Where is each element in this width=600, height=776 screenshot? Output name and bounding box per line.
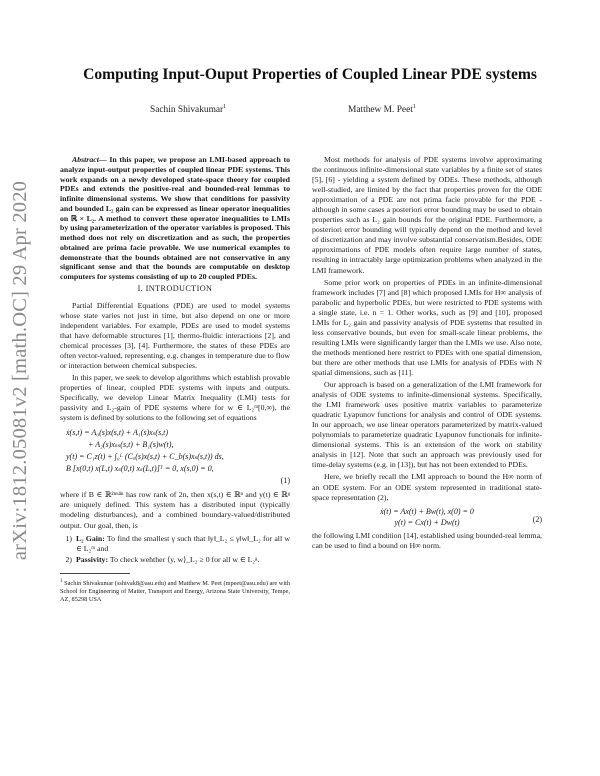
abstract [60,155,290,282]
goal-2-label: Passivity: [76,554,109,564]
goal-2-text [76,555,259,565]
right-paragraph-1: Most methods for analysis of PDE systems involve approximating the continuous infinite-dimensional state variables by a finite set of states [5], [6] - yielding a system defined by ODEs. These methods, although well-studied, are limited by the fact that properties proven for the ODE approximation of a PDE are not prima facie provable for the PDE - although in some cases a posteriori error bounding may be used to obtain properties such as L₂ gain bounds for the original PDE. Furthermore, a posteriori error bounding will typically depend on the method and level of discretization and may involve substantial conservatism.Besides, ODE approximations of PDE models often require large number of states, resulting in intractably large optimization problems when analyzed in the LMI framework. [312,155,542,275]
author-1-mark: 1 [223,104,227,110]
author-1 [150,104,226,115]
goal-1-label: L₂ Gain: [76,533,105,543]
abstract-label: Abstract [72,155,99,164]
author-2-name: Matthew M. Peet [348,105,413,116]
goal-2-body: To check wehther ⟨y, w⟩_L₂ ≥ 0 for all w ∈ L₂ᵍ. [109,554,260,564]
equation-1-tagline [66,475,290,487]
goal-item-passivity [60,555,290,565]
equation-1-tag: (1) [280,476,290,486]
right-column [312,155,542,551]
arxiv-identifier-stamp [4,120,38,620]
intro-paragraph-2: In this paper, we seek to develop algorithms which establish provable properties of linear, coupled PDE systems with inputs and outputs. Specifically, we develop Linear Matrix Inequality (LMI) tests for passivity and L₂-gain of PDE systems where for w ∈ L₂ᵐ[0,∞), the system is defined by solutions to the following set of equations [60,373,290,423]
footnote-divider [60,573,130,574]
author-2 [348,104,416,115]
arxiv-identifier-text: arXiv:1812.05081v2 [math.OC] 29 Apr 2020 [9,180,32,560]
footnote-text: Sachin Shivakumar (sshivak8@asu.edu) and Matthew M. Peet (mpeet@asu.edu) are with School for Engineering of Matter, Transport and Energy, Arizona State University, Tempe, AZ, 85298 USA [60,579,290,603]
after-equation-2-paragraph: the following LMI condition [14], established using bounded-real lemma, can be used to find a bound on H∞ norm. [312,530,542,550]
goal-item-l2-gain [60,534,290,554]
author-1-name: Sachin Shivakumar [150,105,224,116]
equation-1-line-1: ẋ(s,t) = A₀(s)x(s,t) + A₁(s)xₛ(s,t) [66,428,169,438]
goal-2-number: 2) [65,554,72,564]
right-paragraph-2: Some prior work on properties of PDEs in an infinite-dimensional framework includes [7] and [8] which proposed LMIs for H∞ analysis of parabolic and hyperbolic PDEs, but were restricted to PDE systems with a single state, i.e. n = 1. Other works, such as [9] and [10], proposed LMIs for L₂ gain and passivity analysis of PDE systems that resulted in less conservative bounds, but even for small-scale linear problems, the resulting LMIs were significantly larger than the LMIs we use. Also note, the methods mentioned here restrict to PDEs with one spatial dimension, but there are other methods that use LMIs for analysis of PDEs with N spatial dimensions, such as [11]. [312,277,542,377]
author-line [40,104,580,118]
author-footnote [60,578,290,604]
paper-title: Computing Input-Ouput Properties of Coupled Linear PDE systems [83,66,537,83]
equation-2-line-2: y(t) = Cx(t) + Dw(t) [394,517,460,527]
goal-1-text [76,534,290,554]
abstract-text: — In this paper, we propose an LMI-based approach to analyze input-output properties of coupled linear PDE systems. This work expands on a newly developed state-space theory for coupled PDEs and extends the positive-real and bounded-real lemmas to infinite dimensional systems. We show that conditions for passivity and bounded L₂ gain can be expressed as linear operator inequalities on ℝ × L₂. A method to convert these operator inequalities to LMIs by using parameterization of the operator variables is proposed. This method does not rely on discretization and as such, the properties obtained are prima facie provable. We use numerical examples to demonstrate that the bounds obtained are not conservative in any significant sense and that the bounds are computable on desktop computers for systems consisting of up to 20 coupled PDEs. [60,155,290,281]
equation-1 [66,427,290,487]
right-paragraph-3: Our approach is based on a generalization of the LMI framework for analysis of ODE systems to infinite-dimensional systems. Specifically, the LMI framework uses positive matrix variables to parameterize quadratic Lyapunov functions for analysis and control of ODE systems. In our approach, we use linear operators parameterized by matrix-valued polynomials to parameterize quadratic Lyapunov functionals for infinite-dimensional systems. This is an extension of the work on stability analysis in [12]. Note that such an approach was previously used for time-delay systems (e.g. in [13]), but has not been extended to PDEs. [312,380,542,470]
equation-1-line-2: + A₂(s)xₛₛ(s,t) + B₁(s)w(t), [88,440,174,450]
goal-1-number: 1) [65,533,72,543]
footnote-mark: 1 [60,578,63,584]
left-column [60,155,290,604]
equation-1-line-3: y(t) = C₁z(t) + ∫₀ᴸ (Cₐ(s)x(s,t) + C_b(s)xₛ(s,t)) ds, [66,452,224,462]
equation-2-tag: (2) [532,514,542,524]
equation-2 [312,506,542,528]
section-heading-introduction: I. INTRODUCTION [137,283,213,293]
right-paragraph-4: Here, we briefly recall the LMI approach to bound the H∞ norm of an ODE system. For an ODE system represented in traditional state-space representation (2), [312,472,542,502]
goals-list [60,534,290,565]
intro-paragraph-1: Partial Differential Equations (PDE) are used to model systems whose state varies not just in time, but also depend on one or more independent variables. For example, PDEs are used to model systems that have deformable structures [1], thermo-fluidic interactions [2], and chemical processes [3], [4]. Furthermore, the states of these PDEs are often vector-valued, representing, e.g. changes in temperature due to flow or interaction between chemical subspecies. [60,300,290,371]
equation-1-line-4: B [x(0,t) x(L,t) xₛ(0,t) xₛ(L,t)]ᵀ = 0, x(s,0) = 0, [66,464,214,474]
goal-1-body: To find the smallest γ such that ‖y‖_L₂ ≤ γ‖w‖_L₂ for all w ∈ L₂ᵐ and [76,533,290,553]
author-2-mark: 1 [412,104,416,110]
after-equation-1-paragraph: where if B ∈ ℝ²ⁿˣ⁴ⁿ has row rank of 2n, then x(s,t) ∈ ℝⁿ and y(t) ∈ ℝᵍ are uniquely defined. This system has a distributed input (typically modeling disturbances), and a combined boundary-valued/distributed output. Our goal, then, is [60,490,290,530]
equation-2-line-1: ẋ(t) = Ax(t) + Bw(t), x(0) = 0 [380,506,474,516]
